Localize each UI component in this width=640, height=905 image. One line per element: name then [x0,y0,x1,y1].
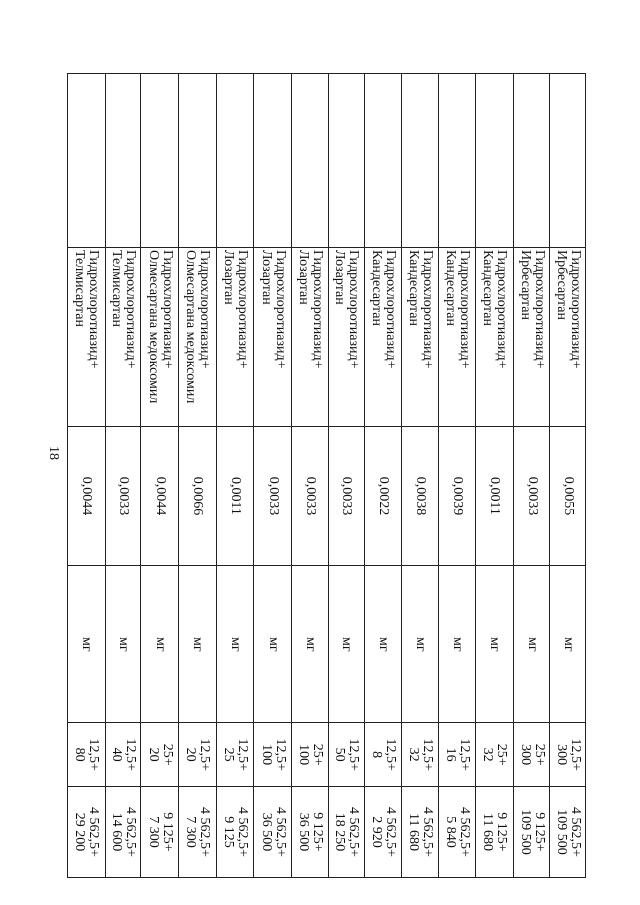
total-line: 9 125+ [531,812,547,852]
ddd-cell: 0,0022 [365,426,402,566]
drug-name-line: Гидрохлоротиазид+ [383,249,399,369]
total-line: 14 600 [109,812,125,852]
dose-cell [439,723,476,787]
drug-name-line: Гидрохлоротиазид+ [272,249,288,369]
total-line: 4 562,5+ [197,807,213,857]
drug-dose-table [67,73,586,878]
dose-line: 12,5+ [420,738,436,771]
ddd-cell: 0,0033 [254,426,292,566]
ddd-cell: 0,0033 [105,426,141,566]
total-cell [439,786,476,877]
ddd-cell: 0,0033 [513,426,550,566]
table-row [291,74,328,878]
drug-name-cell [105,247,141,426]
drug-name-line: Кандесартан [369,249,385,326]
table-row [105,74,141,878]
dose-cell [365,723,402,787]
total-cell [401,786,439,877]
drug-name-cell [550,247,586,426]
total-cell [105,786,141,877]
drug-name-cell [291,247,328,426]
dose-line: 25 [221,747,237,762]
ddd-cell: 0,0055 [550,426,586,566]
unit-cell: мг [179,566,217,723]
drug-name-cell [179,247,217,426]
total-line: 18 250 [332,812,348,852]
dose-line: 50 [332,747,348,762]
unit-cell: мг [68,566,106,723]
drug-name-line: Олмесартана медоксомил [145,249,161,404]
ddd-cell: 0,0044 [141,426,179,566]
ddd-cell: 0,0033 [328,426,365,566]
dose-line: 300 [517,744,533,766]
dose-cell [179,723,217,787]
total-line: 2 920 [369,816,385,848]
total-cell [513,786,550,877]
ddd-cell: 0,0038 [401,426,439,566]
dose-line: 25+ [494,743,510,766]
drug-name-cell [68,247,106,426]
drug-name-line: Олмесартана медоксомил [183,249,199,404]
empty-cell [328,74,365,248]
table-row [254,74,292,878]
total-line: 4 562,5+ [567,807,583,857]
total-line: 109 500 [553,809,569,855]
drug-name-line: Гидрохлоротиазид+ [159,249,175,369]
total-line: 4 562,5+ [86,807,102,857]
total-line: 4 562,5+ [123,807,139,857]
ddd-cell: 0,0033 [291,426,328,566]
drug-name-line: Ирбесартан [553,249,569,321]
total-line: 4 562,5+ [346,807,362,857]
dose-line: 8 [369,751,385,759]
drug-name-line: Гидрохлоротиазид+ [197,249,213,369]
dose-cell [216,723,254,787]
dose-line: 12,5+ [235,738,251,771]
dose-cell [105,723,141,787]
total-cell [254,786,292,877]
total-line: 4 562,5+ [272,807,288,857]
unit-cell: мг [254,566,292,723]
total-line: 9 125+ [309,812,325,852]
table-row [513,74,550,878]
unit-cell: мг [476,566,514,723]
drug-name-cell [365,247,402,426]
dose-line: 300 [553,744,569,766]
dose-line: 12,5+ [346,738,362,771]
total-line: 11 680 [406,813,422,851]
total-line: 4 562,5+ [457,807,473,857]
unit-cell: мг [141,566,179,723]
drug-name-line: Гидрохлоротиазид+ [346,249,362,369]
drug-name-cell [439,247,476,426]
drug-name-line: Ирбесартан [517,249,533,321]
total-cell [68,786,106,877]
total-line: 4 562,5+ [383,807,399,857]
dose-line: 20 [183,747,199,762]
dose-line: 100 [258,744,274,766]
drug-name-line: Лозартан [295,249,311,305]
dose-line: 16 [443,747,459,762]
dose-line: 80 [72,747,88,762]
drug-name-line: Кандесартан [406,249,422,326]
drug-name-line: Гидрохлоротиазид+ [86,249,102,369]
dose-line: 25+ [159,743,175,766]
dose-line: 12,5+ [272,738,288,771]
ddd-cell: 0,0011 [476,426,514,566]
dose-line: 25+ [531,743,547,766]
dose-cell [476,723,514,787]
drug-name-line: Лозартан [258,249,274,305]
empty-cell [401,74,439,248]
table-row [550,74,586,878]
total-cell [291,786,328,877]
total-line: 36 500 [295,812,311,852]
total-line: 9 125 [221,816,237,848]
unit-cell: мг [105,566,141,723]
total-cell [216,786,254,877]
empty-cell [291,74,328,248]
drug-name-line: Лозартан [221,249,237,305]
drug-name-line: Кандесартан [443,249,459,326]
dose-line: 12,5+ [457,738,473,771]
drug-name-cell [513,247,550,426]
page-number: 18 [46,446,61,460]
unit-cell: мг [291,566,328,723]
dose-line: 20 [145,747,161,762]
drug-name-line: Телмисартан [72,249,88,327]
ddd-cell: 0,0039 [439,426,476,566]
rotated-table-container [67,73,586,878]
drug-name-cell [401,247,439,426]
drug-name-cell [216,247,254,426]
drug-name-line: Гидрохлоротиазид+ [123,249,139,369]
table-row [179,74,217,878]
total-line: 4 562,5+ [420,807,436,857]
table-row [365,74,402,878]
dose-line: 12,5+ [567,738,583,771]
total-line: 36 500 [258,812,274,852]
drug-name-line: Гидрохлоротиазид+ [309,249,325,369]
drug-name-cell [141,247,179,426]
table-row [68,74,106,878]
ddd-cell: 0,0044 [68,426,106,566]
total-line: 4 562,5+ [235,807,251,857]
dose-line: 12,5+ [197,738,213,771]
unit-cell: мг [513,566,550,723]
dose-cell [291,723,328,787]
table-row [216,74,254,878]
unit-cell: мг [401,566,439,723]
table-row [141,74,179,878]
ddd-cell: 0,0066 [179,426,217,566]
unit-cell: мг [216,566,254,723]
empty-cell [439,74,476,248]
total-cell [179,786,217,877]
drug-name-line: Лозартан [332,249,348,305]
drug-name-line: Гидрохлоротиазид+ [235,249,251,369]
dose-cell [328,723,365,787]
total-line: 9 125+ [494,812,510,852]
drug-name-line: Гидрохлоротиазид+ [494,249,510,369]
total-line: 5 840 [443,816,459,848]
unit-cell: мг [439,566,476,723]
dose-line: 32 [406,747,422,762]
drug-name-line: Гидрохлоротиазид+ [420,249,436,369]
drug-name-cell [328,247,365,426]
empty-cell [105,74,141,248]
total-cell [476,786,514,877]
dose-cell [401,723,439,787]
total-cell [141,786,179,877]
empty-cell [68,74,106,248]
table-row [439,74,476,878]
total-cell [365,786,402,877]
total-line: 7 300 [145,816,161,848]
total-cell [328,786,365,877]
total-line: 109 500 [517,809,533,855]
dose-line: 32 [480,747,496,762]
dose-line: 25+ [309,743,325,766]
table-row [476,74,514,878]
drug-name-line: Телмисартан [109,249,125,327]
unit-cell: мг [550,566,586,723]
total-line: 9 125+ [159,812,175,852]
total-line: 7 300 [183,816,199,848]
empty-cell [179,74,217,248]
drug-name-line: Гидрохлоротиазид+ [531,249,547,369]
drug-name-cell [476,247,514,426]
empty-cell [141,74,179,248]
unit-cell: мг [365,566,402,723]
drug-name-cell [254,247,292,426]
dose-line: 12,5+ [123,738,139,771]
dose-line: 100 [295,744,311,766]
empty-cell [365,74,402,248]
empty-cell [476,74,514,248]
drug-name-line: Гидрохлоротиазид+ [567,249,583,369]
total-line: 11 680 [480,813,496,851]
dose-line: 40 [109,747,125,762]
dose-cell [68,723,106,787]
table-row [328,74,365,878]
total-cell [550,786,586,877]
unit-cell: мг [328,566,365,723]
ddd-cell: 0,0011 [216,426,254,566]
empty-cell [550,74,586,248]
dose-cell [141,723,179,787]
drug-name-line: Кандесартан [480,249,496,326]
dose-cell [550,723,586,787]
dose-line: 12,5+ [86,738,102,771]
empty-cell [513,74,550,248]
dose-line: 12,5+ [383,738,399,771]
empty-cell [216,74,254,248]
drug-name-line: Гидрохлоротиазид+ [457,249,473,369]
total-line: 29 200 [72,812,88,852]
table-row [401,74,439,878]
dose-cell [513,723,550,787]
empty-cell [254,74,292,248]
dose-cell [254,723,292,787]
